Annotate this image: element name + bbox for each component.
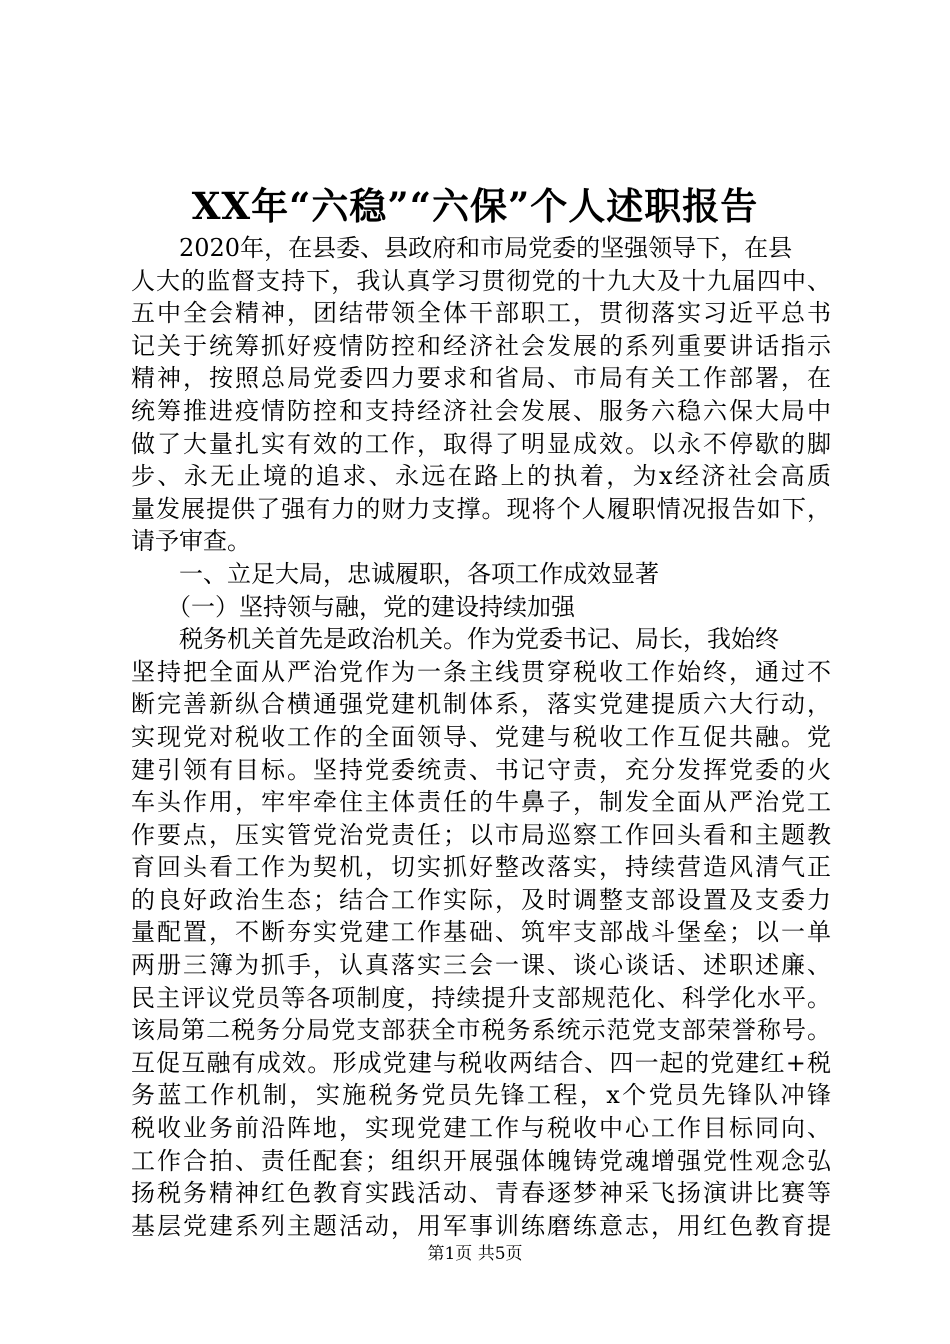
- paragraph-line: 精神，按照总局党委四力要求和省局、市局有关工作部署，在: [131, 364, 831, 393]
- paragraph-line: 该局第二税务分局党支部获全市税务系统示范党支部荣誉称号。: [131, 1016, 831, 1045]
- paragraph-line: 量发展提供了强有力的财力支撑。现将个人履职情况报告如下，: [131, 494, 831, 523]
- paragraph-line: 步、永无止境的追求、永远在路上的执着，为x经济社会高质: [131, 462, 831, 491]
- paragraph-line: 坚持把全面从严治党作为一条主线贯穿税收工作始终，通过不: [131, 657, 831, 686]
- paragraph-line: 税收业务前沿阵地，实现党建工作与税收中心工作目标同向、: [131, 1114, 831, 1143]
- paragraph-line: 车头作用，牢牢牵住主体责任的牛鼻子，制发全面从严治党工: [131, 788, 831, 817]
- paragraph-line: 请予审查。: [131, 527, 251, 556]
- paragraph-line: 五中全会精神，团结带领全体干部职工，贯彻落实习近平总书: [131, 299, 831, 328]
- paragraph-line: 育回头看工作为契机，切实抓好整改落实，持续营造风清气正: [131, 853, 831, 882]
- paragraph-line: 做了大量扎实有效的工作，取得了明显成效。以永不停歇的脚: [131, 429, 831, 458]
- paragraph-line: 扬税务精神红色教育实践活动、青春逐梦神采飞扬演讲比赛等: [131, 1179, 831, 1208]
- paragraph-line: 民主评议党员等各项制度，持续提升支部规范化、科学化水平。: [131, 983, 831, 1012]
- paragraph-line: 基层党建系列主题活动，用军事训练磨练意志，用红色教育提: [131, 1211, 831, 1240]
- document-title: XX年“六稳”“六保”个人述职报告: [191, 184, 759, 228]
- subsection-heading: （一）坚持领与融，党的建设持续加强: [131, 592, 575, 621]
- paragraph-line: 记关于统筹抓好疫情防控和经济社会发展的系列重要讲话指示: [131, 331, 831, 360]
- document-body: [131, 232, 831, 1242]
- paragraph-line: 两册三簿为抓手，认真落实三会一课、谈心谈话、述职述廉、: [131, 951, 831, 980]
- paragraph-line: 建引领有目标。坚持党委统责、书记守责，充分发挥党委的火: [131, 755, 831, 784]
- paragraph-line: 统筹推进疫情防控和支持经济社会发展、服务六稳六保大局中: [131, 396, 831, 425]
- paragraph-line: 量配置，不断夯实党建工作基础、筑牢支部战斗堡垒；以一单: [131, 918, 831, 947]
- paragraph-line: 作要点，压实管党治党责任；以市局巡察工作回头看和主题教: [131, 820, 831, 849]
- paragraph-line: 的良好政治生态；结合工作实际，及时调整支部设置及支委力: [131, 885, 831, 914]
- paragraph-line: 实现党对税收工作的全面领导、党建与税收工作互促共融。党: [131, 722, 831, 751]
- paragraph-line: 2020年，在县委、县政府和市局党委的坚强领导下，在县: [131, 234, 793, 262]
- paragraph-line: 断完善新纵合横通强党建机制体系，落实党建提质六大行动，: [131, 690, 831, 719]
- paragraph-line: 工作合拍、责任配套；组织开展强体魄铸党魂增强党性观念弘: [131, 1146, 831, 1175]
- page-number: 第1页 共5页: [427, 1244, 523, 1264]
- paragraph-line: 税务机关首先是政治机关。作为党委书记、局长，我始终: [131, 625, 779, 654]
- section-heading: 一、立足大局，忠诚履职，各项工作成效显著: [131, 559, 659, 588]
- paragraph-line: 人大的监督支持下，我认真学习贯彻党的十九大及十九届四中、: [131, 266, 831, 295]
- paragraph-line: 务蓝工作机制，实施税务党员先锋工程，x个党员先锋队冲锋: [131, 1081, 831, 1110]
- paragraph-line: 互促互融有成效。形成党建与税收两结合、四一起的党建红+税: [131, 1048, 831, 1077]
